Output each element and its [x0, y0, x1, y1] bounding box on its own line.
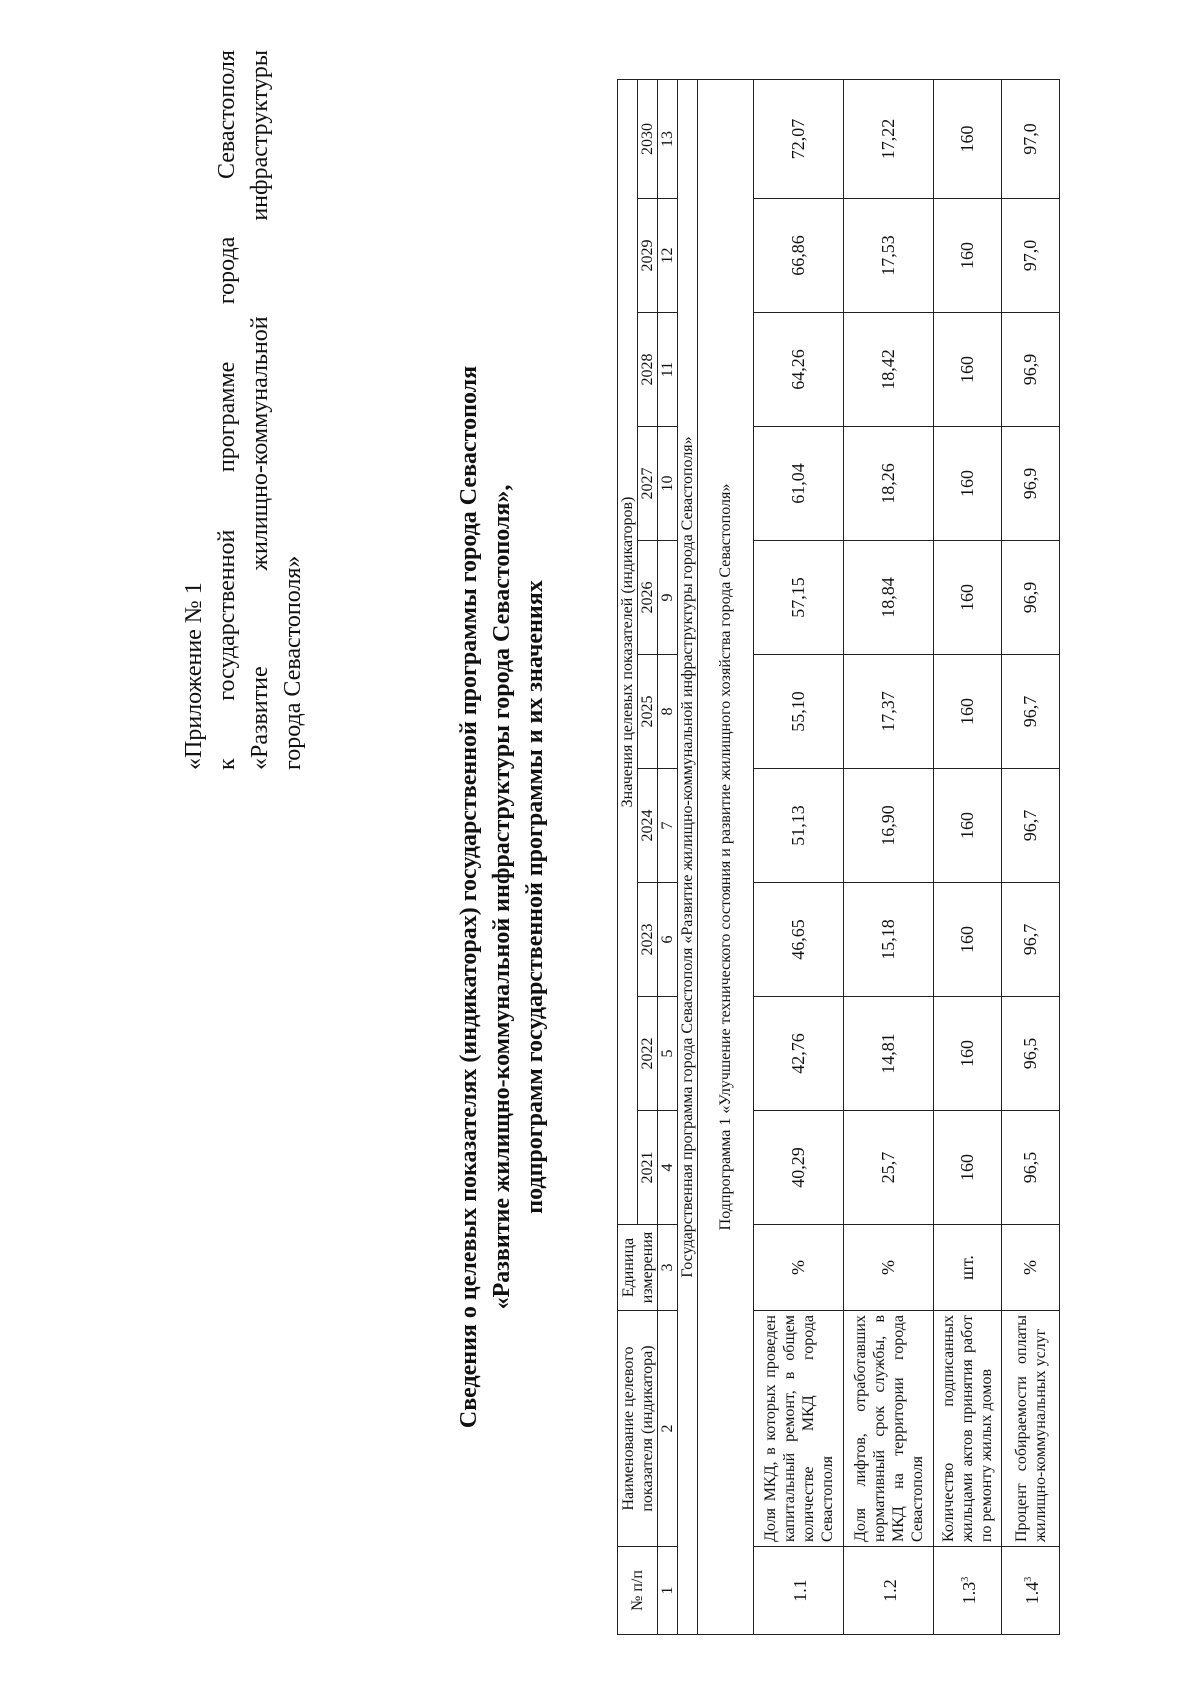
row-value: 51,13	[754, 769, 844, 883]
row-value: 160	[934, 769, 1002, 883]
table-row	[844, 79, 934, 1634]
row-value: 42,76	[754, 997, 844, 1111]
row-value: 160	[934, 427, 1002, 541]
header-name: Наименование целевого показателя (индикатора)	[618, 1311, 658, 1547]
column-number: 6	[658, 883, 678, 997]
row-value: 97,0	[1002, 199, 1060, 313]
row-value: 46,65	[754, 883, 844, 997]
table-row	[1002, 79, 1060, 1634]
row-value: 97,0	[1002, 79, 1060, 198]
row-name: Доля лифтов, отработавших нормативный срок службы, в МКД на территории города Севастополя	[844, 1311, 934, 1547]
row-unit: %	[754, 1225, 844, 1311]
appendix-block	[178, 50, 310, 770]
row-value: 96,7	[1002, 883, 1060, 997]
row-value: 25,7	[844, 1111, 934, 1225]
header-year: 2025	[638, 655, 658, 769]
column-number: 3	[658, 1225, 678, 1311]
appendix-word: «Развитие	[247, 666, 273, 770]
appendix-line-4: города Севастополя»	[280, 555, 306, 770]
row-value: 96,9	[1002, 313, 1060, 427]
row-value: 160	[934, 199, 1002, 313]
header-num: № п/п	[618, 1547, 658, 1635]
row-num: 1.2	[844, 1547, 934, 1635]
row-value: 160	[934, 313, 1002, 427]
row-value: 18,42	[844, 313, 934, 427]
row-value: 15,18	[844, 883, 934, 997]
row-unit: %	[844, 1225, 934, 1311]
row-value: 40,29	[754, 1111, 844, 1225]
row-value: 18,26	[844, 427, 934, 541]
header-year: 2026	[638, 541, 658, 655]
row-value: 61,04	[754, 427, 844, 541]
row-value: 96,5	[1002, 1111, 1060, 1225]
header-values-group: Значения целевых показателей (индикаторов)	[618, 79, 638, 1224]
row-value: 160	[934, 79, 1002, 198]
row-num: $1.4^3$	[1002, 1547, 1060, 1635]
column-number: 1	[658, 1547, 678, 1635]
row-name: Процент собираемости оплаты жилищно-коммунальных услуг	[1002, 1311, 1060, 1547]
row-value: 17,53	[844, 199, 934, 313]
row-value: 55,10	[754, 655, 844, 769]
row-value: 66,86	[754, 199, 844, 313]
column-number: 11	[658, 313, 678, 427]
row-value: 160	[934, 655, 1002, 769]
row-value: 160	[934, 1111, 1002, 1225]
column-number: 12	[658, 199, 678, 313]
row-value: 17,37	[844, 655, 934, 769]
program-row: Государственная программа города Севастополя «Развитие жилищно-коммунальной инфраструктуры города Севастополя»	[678, 79, 698, 1634]
appendix-line-2	[211, 50, 244, 770]
appendix-line-3	[244, 50, 277, 770]
header-year: 2022	[638, 997, 658, 1111]
indicators-table	[617, 79, 1060, 1635]
column-number: 10	[658, 427, 678, 541]
row-num: 1.1	[754, 1547, 844, 1635]
header-year: 2027	[638, 427, 658, 541]
row-value: 96,9	[1002, 541, 1060, 655]
subprogram-row: Подпрограмма 1 «Улучшение технического состояния и развитие жилищного хозяйства города Севастополя»	[698, 79, 754, 1634]
row-value: 17,22	[844, 79, 934, 198]
row-value: 96,7	[1002, 655, 1060, 769]
column-number: 7	[658, 769, 678, 883]
row-value: 18,84	[844, 541, 934, 655]
title-line-3: подпрограмм государственной программы и их значениях	[522, 580, 548, 1214]
row-value: 14,81	[844, 997, 934, 1111]
header-year: 2029	[638, 199, 658, 313]
row-value: 64,26	[754, 313, 844, 427]
appendix-word: государственной	[214, 529, 240, 701]
row-unit: шт.	[934, 1225, 1002, 1311]
row-value: 57,15	[754, 541, 844, 655]
appendix-word: жилищно-коммунальной	[247, 316, 273, 571]
column-number: 4	[658, 1111, 678, 1225]
row-value: 160	[934, 541, 1002, 655]
row-value: 96,5	[1002, 997, 1060, 1111]
row-name: Доля МКД, в которых проведен капитальный ремонт, в общем количестве МКД города Севастополя	[754, 1311, 844, 1547]
appendix-word: Севастополя	[214, 50, 240, 180]
table-row	[934, 79, 1002, 1634]
title-line-1: Сведения о целевых показателях (индикаторах) государственной программы города Севастополя	[456, 365, 482, 1429]
appendix-word: города	[214, 236, 240, 305]
document-title	[453, 167, 552, 1627]
column-numbers-row	[658, 79, 678, 1634]
appendix-line-1: «Приложение № 1	[181, 582, 207, 770]
appendix-word: программе	[214, 361, 240, 473]
column-number: 13	[658, 79, 678, 198]
row-value: 72,07	[754, 79, 844, 198]
header-year: 2028	[638, 313, 658, 427]
row-name: Количество подписанных жильцами актов принятия работ по ремонту жилых домов	[934, 1311, 1002, 1547]
row-value: 16,90	[844, 769, 934, 883]
row-value: 96,9	[1002, 427, 1060, 541]
row-value: 96,7	[1002, 769, 1060, 883]
appendix-word: к	[214, 758, 240, 770]
title-line-2: «Развитие жилищно-коммунальной инфраструктуры города Севастополя»,	[489, 484, 515, 1310]
row-value: 160	[934, 997, 1002, 1111]
header-year: 2030	[638, 79, 658, 198]
row-value: 160	[934, 883, 1002, 997]
column-number: 5	[658, 997, 678, 1111]
header-year: 2024	[638, 769, 658, 883]
column-number: 9	[658, 541, 678, 655]
table-row	[754, 79, 844, 1634]
header-year: 2021	[638, 1111, 658, 1225]
appendix-word: инфраструктуры	[247, 50, 273, 221]
column-number: 2	[658, 1311, 678, 1547]
row-num: $1.3^3$	[934, 1547, 1002, 1635]
header-unit: Единица измерения	[618, 1225, 658, 1311]
row-unit: %	[1002, 1225, 1060, 1311]
header-year: 2023	[638, 883, 658, 997]
column-number: 8	[658, 655, 678, 769]
